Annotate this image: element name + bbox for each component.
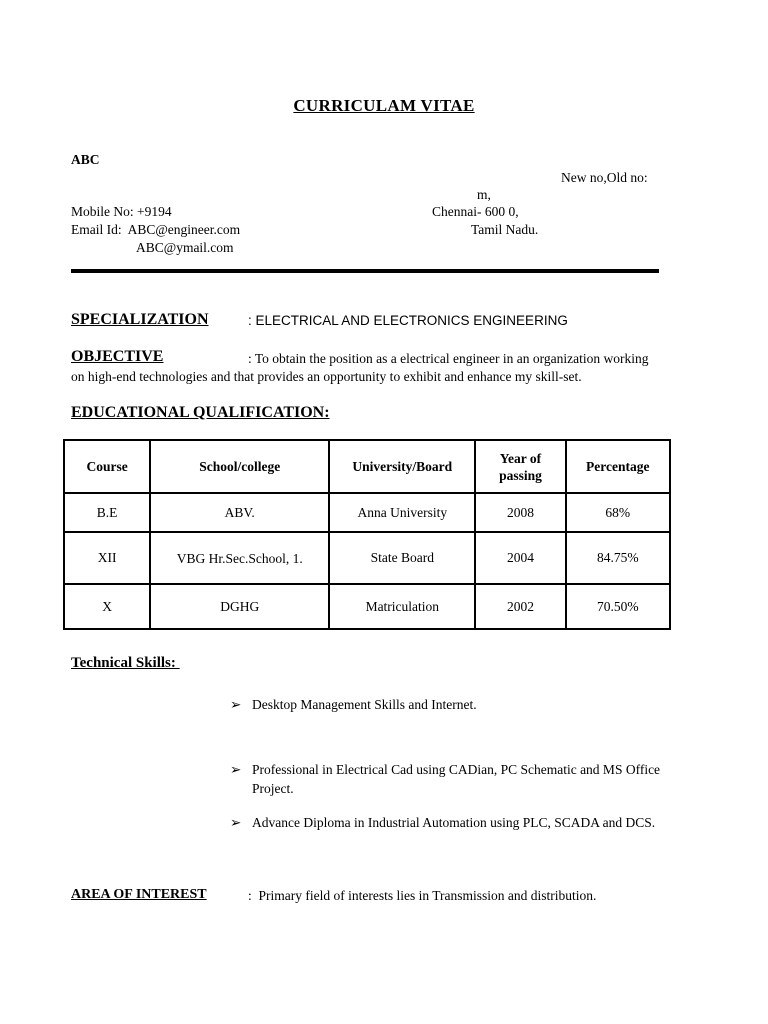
skill-text: Professional in Electrical Cad using CADian, PC Schematic and MS Office Project. — [252, 762, 661, 796]
table-row — [64, 532, 670, 584]
table-header-row — [64, 440, 670, 493]
header-course: Course — [64, 440, 150, 493]
cell-percentage: 68% — [566, 493, 670, 532]
area-of-interest-value: : Primary field of interests lies in Transmission and distribution. — [248, 888, 597, 903]
skill-text: Advance Diploma in Industrial Automation using PLC, SCADA and DCS. — [252, 815, 656, 830]
cell-year: 2004 — [475, 532, 565, 584]
specialization-label: SPECIALIZATION — [71, 311, 209, 328]
address-line-4: Tamil Nadu. — [471, 222, 539, 237]
objective-text-line-2: on high-end technologies and that provides an opportunity to exhibit and enhance my skill-set. — [71, 369, 582, 384]
cell-year: 2008 — [475, 493, 565, 532]
cell-course: XII — [64, 532, 150, 584]
education-label: EDUCATIONAL QUALIFICATION: — [71, 404, 330, 421]
specialization-value: : ELECTRICAL AND ELECTRONICS ENGINEERING — [248, 313, 568, 328]
education-table — [63, 439, 671, 630]
cell-year: 2002 — [475, 584, 565, 629]
email-secondary: ABC@ymail.com — [136, 240, 234, 255]
cell-school: DGHG — [150, 584, 329, 629]
address-line-3: Chennai- 600 0, — [432, 204, 519, 219]
technical-skills-label: Technical Skills: — [71, 655, 180, 671]
objective-text-line-1: : To obtain the position as a electrical engineer in an organization working — [248, 351, 649, 366]
email-primary: Email Id: ABC@engineer.com — [71, 222, 241, 237]
area-of-interest-label: AREA OF INTEREST — [71, 887, 207, 902]
cell-percentage: 84.75% — [566, 532, 670, 584]
cell-university: Matriculation — [329, 584, 475, 629]
arrow-bullet-icon: ➢ — [230, 762, 242, 777]
cell-course: B.E — [64, 493, 150, 532]
header-divider — [71, 269, 659, 273]
address-line-1: New no,Old no: — [561, 170, 648, 185]
header-year: Year of passing — [475, 440, 565, 493]
address-line-2: m, — [477, 187, 491, 202]
mobile-number: Mobile No: +9194 — [71, 204, 172, 219]
arrow-bullet-icon: ➢ — [230, 815, 242, 830]
cell-course: X — [64, 584, 150, 629]
cell-university: Anna University — [329, 493, 475, 532]
cell-percentage: 70.50% — [566, 584, 670, 629]
document-title: CURRICULAM VITAE — [293, 96, 475, 115]
objective-label: OBJECTIVE — [71, 348, 164, 365]
candidate-name: ABC — [71, 152, 100, 167]
table-row — [64, 493, 670, 532]
cell-school: ABV. — [150, 493, 329, 532]
cell-university: State Board — [329, 532, 475, 584]
header-university: University/Board — [329, 440, 475, 493]
skill-text: Desktop Management Skills and Internet. — [252, 697, 477, 712]
arrow-bullet-icon: ➢ — [230, 697, 242, 712]
cell-school: VBG Hr.Sec.School, 1. — [150, 532, 329, 584]
header-percentage: Percentage — [566, 440, 670, 493]
table-row — [64, 584, 670, 629]
header-school: School/college — [150, 440, 329, 493]
